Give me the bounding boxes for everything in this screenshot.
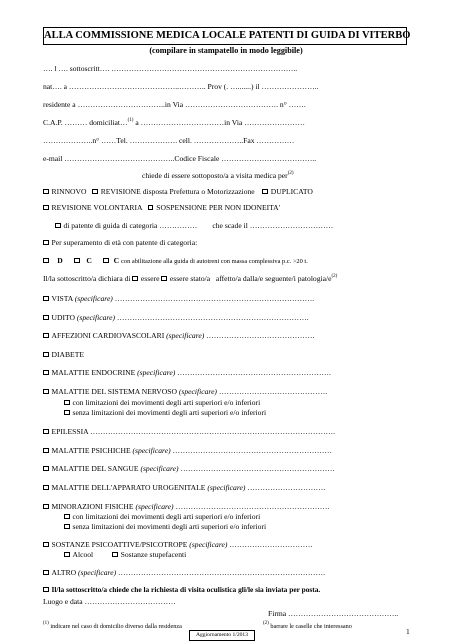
footnote-2	[263, 622, 352, 632]
nervoso-field[interactable]: …………………………………….	[218, 387, 328, 396]
psichiche-label: MALATTIE PSICHICHE	[51, 446, 131, 455]
udito-field[interactable]: ………………………………………………………………….	[116, 313, 309, 322]
footnote-1	[43, 622, 182, 632]
footnote-2-mark: (2)	[263, 621, 269, 626]
minorazioni-con-checkbox[interactable]	[64, 514, 70, 520]
sostanze-field[interactable]: ……………………………	[229, 540, 313, 549]
cat-c-autotreni-checkbox[interactable]	[103, 258, 109, 264]
essere-label: essere	[140, 274, 160, 283]
affetto-label: affetto/a dalla/e seguente/i patologia/e	[215, 274, 332, 283]
nervoso-con-checkbox[interactable]	[64, 400, 70, 406]
footnote-mark-2: (2)	[287, 171, 294, 176]
essere-stato-label: essere stato/a	[169, 274, 211, 283]
cardio-spec: (specificare)	[166, 331, 205, 340]
page-number: 1	[406, 627, 410, 636]
patologia-cardio	[43, 331, 314, 341]
minorazioni-senza-label: senza limitazioni dei movimenti degli arti superiori e/o inferiori	[72, 522, 267, 531]
cat-d-label: D	[57, 256, 63, 265]
epilessia-checkbox[interactable]	[43, 429, 49, 435]
cardio-label: AFFEZIONI CARDIOVASCOLARI	[51, 331, 165, 340]
patologia-nervoso	[43, 387, 327, 397]
minorazioni-senza-checkbox[interactable]	[64, 524, 70, 530]
patologia-epilessia	[43, 427, 335, 437]
rinnovo-label: RINNOVO	[51, 187, 87, 196]
sangue-label: MALATTIE DEL SANGUE	[51, 464, 139, 473]
alcool-checkbox[interactable]	[64, 552, 70, 558]
vista-field[interactable]: …………………………………………………………………….	[114, 294, 315, 303]
cat-c-checkbox[interactable]	[74, 258, 80, 264]
footnote-mark-2b: (2)	[331, 274, 338, 279]
line-residente: residente a ……………………………..in Via ………………………………. n° …….	[43, 100, 306, 109]
declaration-intro: Il/la sottoscritto/a dichiara di	[43, 274, 131, 283]
minorazioni-con-label: con limitazioni dei movimenti degli arti superiori e/o inferiori	[72, 512, 261, 521]
altro-checkbox[interactable]	[43, 570, 49, 576]
revisione-volontaria-label: REVISIONE VOLONTARIA	[51, 203, 143, 212]
patologia-psichiche	[43, 446, 332, 456]
options-row-1	[43, 187, 313, 197]
minorazioni-spec: (specificare)	[135, 502, 174, 511]
urogenitale-label: MALATTIE DELL'APPARATO UROGENITALE	[51, 483, 206, 492]
patologia-endocrine	[43, 368, 331, 378]
cat-d-checkbox[interactable]	[43, 258, 49, 264]
nervoso-senza-limitazioni	[64, 408, 266, 418]
patente-categoria-checkbox[interactable]	[55, 223, 61, 229]
richiesta-posta-checkbox[interactable]	[43, 587, 49, 593]
luogo-data-field[interactable]: Luogo e data ………………………………	[43, 597, 176, 606]
nervoso-senza-checkbox[interactable]	[64, 410, 70, 416]
declaration-line	[43, 274, 337, 284]
footnote-1-mark: (1)	[43, 621, 49, 626]
superamento-eta-checkbox[interactable]	[43, 240, 49, 246]
options-row-3	[55, 221, 333, 231]
line-sottoscritto: …. l …. sottoscritt…. ………………………………………………………………..	[43, 64, 298, 73]
endocrine-label: MALATTIE ENDOCRINE	[51, 368, 136, 377]
document-title: ALLA COMMISSIONE MEDICA LOCALE PATENTI DI GUIDA DI VITERBO	[43, 27, 407, 45]
cardio-field[interactable]: …………………………………….	[206, 331, 315, 340]
minorazioni-field[interactable]: …………………………………………………….	[175, 502, 330, 511]
abilitazione-text: con abilitazione alla guida di autotreni con massa complessiva p.c. >20 t.	[121, 258, 308, 265]
urogenitale-checkbox[interactable]	[43, 485, 49, 491]
options-row-4	[43, 238, 197, 248]
psichiche-spec: (specificare)	[132, 446, 171, 455]
endocrine-checkbox[interactable]	[43, 370, 49, 376]
revisione-volontaria-checkbox[interactable]	[43, 205, 49, 211]
sospensione-label: SOSPENSIONE PER NON IDONEITA'	[156, 203, 281, 212]
nervoso-checkbox[interactable]	[43, 389, 49, 395]
richiesta-posta-label: Il/la sottoscritto/a chiede che la richiesta di visita oculistica gli/le sia inviata per posta.	[51, 585, 321, 594]
nervoso-spec: (specificare)	[178, 387, 217, 396]
minorazioni-senza-limitazioni	[64, 522, 266, 532]
diabete-checkbox[interactable]	[43, 352, 49, 358]
patologia-sangue	[43, 464, 334, 474]
altro-spec: (specificare)	[78, 568, 117, 577]
footnote-2-text: barrare le caselle che interessano	[270, 623, 352, 630]
sangue-spec: (specificare)	[140, 464, 179, 473]
cat-c-autotreni-label: C	[113, 256, 120, 265]
chiede-text: chiede di essere sottoposto/a a visita medica per	[142, 171, 288, 180]
vista-spec: (specificare)	[74, 294, 113, 303]
minorazioni-checkbox[interactable]	[43, 504, 49, 510]
document-subtitle: (compilare in stampatello in modo leggibile)	[149, 46, 303, 55]
psichiche-checkbox[interactable]	[43, 448, 49, 454]
sostanze-sub-row	[64, 550, 186, 560]
options-row-2	[43, 203, 280, 213]
stupefacenti-checkbox[interactable]	[112, 552, 118, 558]
udito-checkbox[interactable]	[43, 315, 49, 321]
options-row-categorie	[43, 256, 308, 267]
sangue-checkbox[interactable]	[43, 466, 49, 472]
domicilio-via: a ……………………………in Via ……………………	[135, 118, 305, 127]
psichiche-field[interactable]: ………………………………………………………	[172, 446, 332, 455]
nervoso-label: MALATTIE DEL SISTEMA NERVOSO	[51, 387, 177, 396]
vista-label: VISTA	[51, 294, 73, 303]
duplicato-checkbox[interactable]	[262, 189, 268, 195]
aggiornamento-box: Aggiornamento 1/2013	[189, 630, 255, 641]
sospensione-checkbox[interactable]	[148, 205, 154, 211]
cardio-checkbox[interactable]	[43, 333, 49, 339]
superamento-eta-label: Per superamento di età con patente di categoria:	[51, 238, 198, 247]
urogenitale-spec: (specificare)	[207, 483, 246, 492]
line-chiede	[142, 171, 294, 181]
minorazioni-label: MINORAZIONI FISICHE	[51, 502, 134, 511]
footnote-mark-1: (1)	[127, 118, 134, 123]
nervoso-con-limitazioni	[64, 398, 260, 408]
rinnovo-checkbox[interactable]	[43, 189, 49, 195]
endocrine-field[interactable]: …………………………………………………….	[177, 368, 331, 377]
altro-field[interactable]: ……………………………………………………………………….	[118, 568, 325, 577]
domicilio-label: C.A.P. ……… domiciliat…	[43, 118, 128, 127]
essere-checkbox[interactable]	[132, 276, 138, 282]
nervoso-senza-label: senza limitazioni dei movimenti degli arti superiori e/o inferiori	[72, 408, 267, 417]
altro-label: ALTRO	[51, 568, 77, 577]
stupefacenti-label: Sostanze stupefacenti	[120, 550, 187, 559]
patente-categoria-label: di patente di guida di categoria ……………	[63, 221, 198, 230]
essere-stato-checkbox[interactable]	[161, 276, 167, 282]
udito-label: UDITO	[51, 313, 75, 322]
patologia-altro	[43, 568, 325, 578]
patologia-minorazioni	[43, 502, 329, 512]
line-email: e-mail ……………………………………..Codice Fiscale ………………………………..	[43, 154, 317, 163]
line-telefono: ………………..n° ……Tel. ………………. cell. ………………..Fax ……………	[43, 136, 295, 145]
line-nato: nat…. a ……………………………………..……….. Prov (. ….......) il …………………..	[43, 82, 319, 91]
patologia-vista	[43, 294, 314, 304]
footnote-1-text: indicare nel caso di domicilio diverso dalla residenza	[50, 623, 182, 630]
firma-field[interactable]: Firma ……………………………………..	[268, 609, 399, 618]
alcool-label: Alcool	[72, 550, 94, 559]
sangue-field[interactable]: …………………………………………………….	[180, 464, 335, 473]
revisione-prefettura-label: REVISIONE disposta Prefettura o Motorizzazione	[100, 187, 255, 196]
vista-checkbox[interactable]	[43, 296, 49, 302]
cat-c-label: C	[86, 256, 92, 265]
sostanze-spec: (specificare)	[189, 540, 228, 549]
epilessia-label: EPILESSIA	[51, 427, 89, 436]
richiesta-posta-row	[43, 585, 320, 595]
endocrine-spec: (specificare)	[137, 368, 176, 377]
patologia-udito	[43, 313, 309, 323]
sostanze-checkbox[interactable]	[43, 542, 49, 548]
udito-spec: (specificare)	[76, 313, 115, 322]
nervoso-con-label: con limitazioni dei movimenti degli arti superiori e/o inferiori	[72, 398, 261, 407]
urogenitale-field[interactable]: ………………………….	[247, 483, 326, 492]
duplicato-label: DUPLICATO	[270, 187, 313, 196]
epilessia-field[interactable]: …………………………………………………………………………………….	[90, 427, 336, 436]
line-domicilio	[43, 118, 305, 128]
diabete-label: DIABETE	[51, 350, 84, 359]
patologia-urogenitale	[43, 483, 325, 493]
scadenza-label: che scade il ……………………………	[212, 221, 334, 230]
patologia-diabete	[43, 350, 84, 360]
sostanze-label: SOSTANZE PSICOATTIVE/PSICOTROPE	[51, 540, 188, 549]
patologia-sostanze	[43, 540, 313, 550]
revisione-prefettura-checkbox[interactable]	[92, 189, 98, 195]
minorazioni-con-limitazioni	[64, 512, 260, 522]
